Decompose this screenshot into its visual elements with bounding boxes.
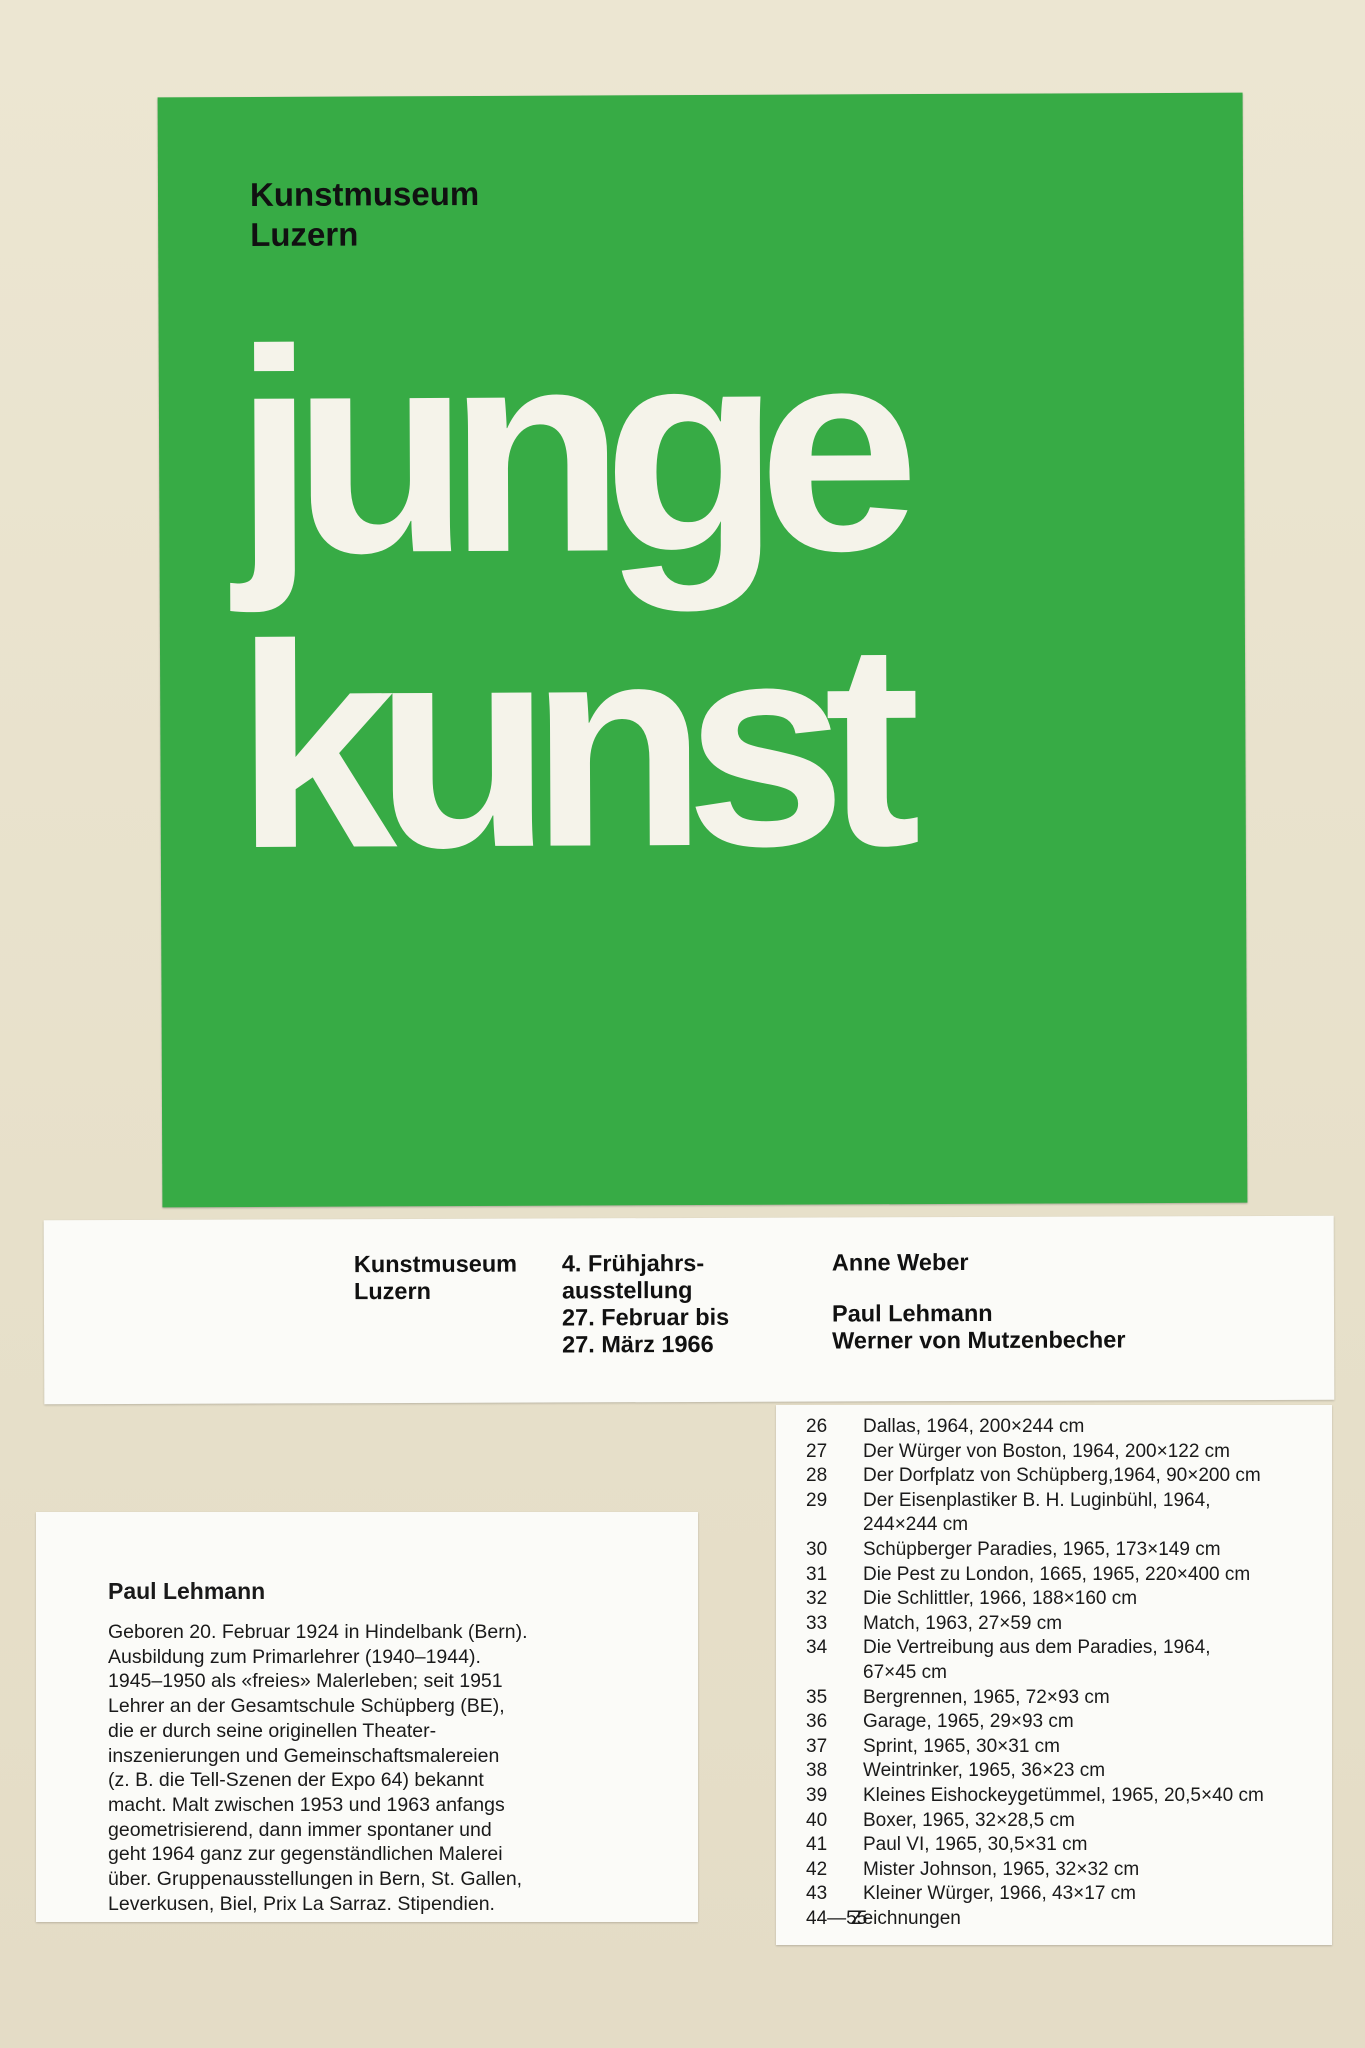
- works-list-item: [806, 1538, 1326, 1563]
- works-list-item: [806, 1809, 1326, 1834]
- strip-exhibition-line: 27. Februar bis: [561, 1303, 730, 1331]
- work-number: 37: [806, 1735, 828, 1757]
- work-title: Kleines Eishockeygetümmel, 1965, 20,5×40 cm: [863, 1784, 1264, 1806]
- work-title: Der Dorfplatz von Schüpberg,1964, 90×200 cm: [863, 1465, 1261, 1487]
- works-list-item: [806, 1784, 1326, 1809]
- work-title: Kleiner Würger, 1966, 43×17 cm: [863, 1883, 1137, 1905]
- strip-artist-gap: [832, 1275, 1125, 1300]
- strip-exhibition-line: ausstellung: [561, 1276, 693, 1304]
- cover-title-junge: junge: [233, 287, 899, 615]
- artist-bio-card: [36, 1512, 698, 1922]
- work-title: Bergrennen, 1965, 72×93 cm: [863, 1686, 1110, 1708]
- works-list-item: [806, 1612, 1326, 1637]
- works-list-card: [776, 1405, 1332, 1945]
- cover-museum-name: [250, 174, 480, 255]
- bio-text: Geboren 20. Februar 1924 in Hindelbank (Bern). Ausbildung zum Primarlehrer (1940–1944). 1945–1950 als «freies» Malerleben; seit 1951 Lehrer an der Gesamtschule Schüpberg (BE), die er durch seine originellen Theater- inszenierungen und Gemeinschaftsmalereien (z. B. die Tell-Szenen der Expo 64) bekannt macht. Malt zwischen 1953 und 1963 anfangs geometrisierend, dann immer spontaner und geht 1964 ganz zur gegenständlichen Malerei über. Gruppenausstellungen in Bern, St. Gallen, Leverkusen, Biel, Prix La Sarraz. Stipendien.: [108, 1621, 528, 1915]
- strip-museum-name: [354, 1251, 517, 1306]
- works-list-item: [806, 1686, 1326, 1711]
- work-number: 27: [806, 1440, 828, 1462]
- work-title-continued: 67×45 cm: [863, 1661, 947, 1683]
- work-title: Match, 1963, 27×59 cm: [863, 1612, 1063, 1634]
- work-number: 42: [806, 1858, 828, 1880]
- works-list-item: [806, 1759, 1326, 1784]
- work-title: Der Eisenplastiker B. H. Luginbühl, 1964,: [863, 1489, 1211, 1511]
- strip-exhibition-dates: [562, 1250, 730, 1359]
- work-number: 41: [806, 1834, 828, 1856]
- work-title: Weintrinker, 1965, 36×23 cm: [863, 1760, 1106, 1782]
- works-list-item: [806, 1636, 1326, 1685]
- work-title: Dallas, 1964, 200×244 cm: [863, 1416, 1085, 1437]
- strip-artist-anne-weber: Anne Weber: [831, 1249, 969, 1276]
- work-number: 44—55: [806, 1907, 868, 1929]
- works-list-item: [806, 1563, 1326, 1588]
- work-title: Boxer, 1965, 32×28,5 cm: [863, 1809, 1075, 1831]
- work-title: Garage, 1965, 29×93 cm: [863, 1711, 1074, 1733]
- work-title: Sprint, 1965, 30×31 cm: [863, 1735, 1060, 1757]
- work-title: Schüpberger Paradies, 1965, 173×149 cm: [863, 1538, 1221, 1560]
- work-number: 30: [806, 1538, 828, 1560]
- work-title: Zeichnungen: [851, 1907, 961, 1929]
- work-title: Paul VI, 1965, 30,5×31 cm: [863, 1834, 1088, 1856]
- strip-artists: [832, 1248, 1126, 1354]
- cover-museum-line1: Kunstmuseum: [249, 174, 480, 213]
- work-title: Der Würger von Boston, 1964, 200×122 cm: [863, 1440, 1231, 1462]
- works-list-item: [806, 1882, 1326, 1907]
- strip-artist-werner-von-mutzenbecher: Werner von Mutzenbecher: [832, 1326, 1126, 1354]
- work-title: Die Pest zu London, 1665, 1965, 220×400 cm: [863, 1563, 1251, 1585]
- strip-exhibition-line: 4. Frühjahrs-: [561, 1249, 705, 1277]
- work-number: 28: [806, 1465, 828, 1487]
- works-list-item: [806, 1710, 1326, 1735]
- work-number: 43: [806, 1883, 828, 1905]
- strip-artist-paul-lehmann: Paul Lehmann: [831, 1299, 993, 1327]
- work-title: Mister Johnson, 1965, 32×32 cm: [863, 1858, 1140, 1880]
- works-list-item: [806, 1415, 1326, 1440]
- works-list-item: [806, 1440, 1326, 1465]
- work-number: 31: [806, 1563, 828, 1585]
- work-number: 29: [806, 1489, 828, 1511]
- work-number: 38: [806, 1760, 828, 1782]
- strip-museum-line1: Kunstmuseum: [353, 1250, 518, 1278]
- works-list-item: [806, 1464, 1326, 1489]
- work-number: 36: [806, 1711, 828, 1733]
- work-title: Die Schlittler, 1966, 188×160 cm: [863, 1588, 1138, 1610]
- work-number: 26: [806, 1416, 828, 1437]
- strip-museum-line2: Luzern: [353, 1277, 432, 1305]
- work-title: Die Vertreibung aus dem Paradies, 1964,: [863, 1637, 1211, 1659]
- cover-title-kunst: kunst: [234, 582, 900, 910]
- work-number: 39: [806, 1784, 828, 1806]
- work-number: 32: [806, 1588, 828, 1610]
- works-list-item: [806, 1858, 1326, 1883]
- works-list-item: [806, 1907, 1326, 1932]
- work-number: 33: [806, 1612, 828, 1634]
- works-list-item: [806, 1833, 1326, 1858]
- works-list-item: [806, 1587, 1326, 1612]
- work-number: 40: [806, 1809, 828, 1831]
- catalog-cover: [158, 93, 1248, 1208]
- works-list-item: [806, 1489, 1326, 1538]
- work-number: 34: [806, 1637, 828, 1659]
- works-list-item: [806, 1735, 1326, 1760]
- bio-title: Paul Lehmann: [108, 1578, 266, 1604]
- cover-museum-line2: Luzern: [250, 215, 359, 253]
- work-number: 35: [806, 1686, 828, 1708]
- works-list: [806, 1415, 1326, 1931]
- work-title-continued: 244×244 cm: [863, 1514, 969, 1536]
- exhibition-info-strip: [44, 1216, 1335, 1405]
- strip-exhibition-line: 27. März 1966: [562, 1330, 714, 1358]
